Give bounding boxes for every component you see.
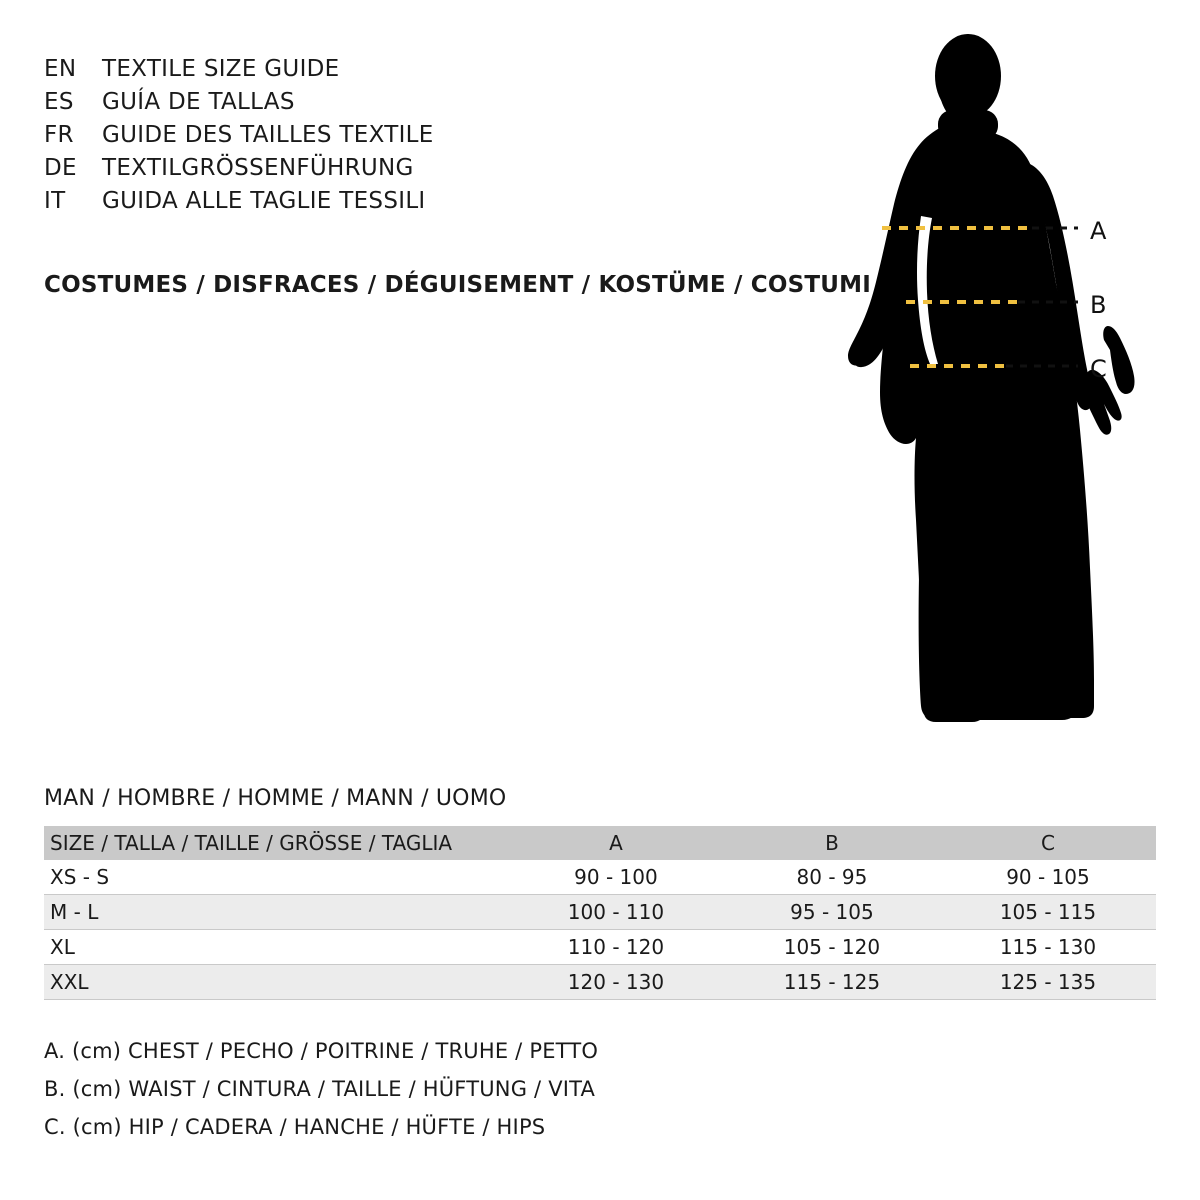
cell-a: 100 - 110	[508, 895, 724, 930]
language-code-en: EN	[44, 56, 77, 82]
table-row	[44, 930, 1156, 965]
language-code-es: ES	[44, 89, 74, 115]
marker-label-a: A	[1090, 217, 1107, 245]
legend-row-a: A. (cm) CHEST / PECHO / POITRINE / TRUHE / PETTO	[44, 1039, 599, 1063]
body-figure	[820, 20, 1180, 750]
language-row-es	[44, 89, 844, 122]
cell-a: 110 - 120	[508, 930, 724, 965]
cell-size: XS - S	[44, 860, 508, 895]
column-header-a: A	[609, 831, 623, 855]
cell-c: 125 - 135	[940, 965, 1156, 1000]
marker-label-b: B	[1090, 291, 1107, 319]
language-label-it: GUIDA ALLE TAGLIE TESSILI	[102, 188, 426, 214]
category-line: COSTUMES / DISFRACES / DÉGUISEMENT / KOSTÜME / COSTUMI	[44, 272, 871, 298]
table-row	[44, 895, 1156, 930]
legend-row-b: B. (cm) WAIST / CINTURA / TAILLE / HÜFTUNG / VITA	[44, 1077, 596, 1101]
language-code-fr: FR	[44, 122, 74, 148]
table-title: MAN / HOMBRE / HOMME / MANN / UOMO	[44, 786, 507, 811]
language-code-it: IT	[44, 188, 66, 214]
language-code-de: DE	[44, 155, 77, 181]
cell-a: 120 - 130	[508, 965, 724, 1000]
language-label-de: TEXTILGRÖSSENFÜHRUNG	[102, 155, 414, 181]
column-header-b: B	[825, 831, 839, 855]
cell-c: 105 - 115	[940, 895, 1156, 930]
cell-c: 115 - 130	[940, 930, 1156, 965]
column-header-c: C	[1040, 831, 1055, 855]
language-row-fr	[44, 122, 844, 155]
cell-b: 80 - 95	[724, 860, 940, 895]
cell-b: 105 - 120	[724, 930, 940, 965]
cell-b: 95 - 105	[724, 895, 940, 930]
language-label-es: GUÍA DE TALLAS	[102, 89, 295, 115]
column-header-size: SIZE / TALLA / TAILLE / GRÖSSE / TAGLIA	[50, 831, 453, 855]
language-row-it	[44, 188, 844, 221]
size-table	[44, 826, 1156, 1000]
table-row	[44, 860, 1156, 895]
cell-size: XL	[44, 930, 508, 965]
language-row-en	[44, 56, 844, 89]
cell-a: 90 - 100	[508, 860, 724, 895]
table-header-row	[44, 826, 1156, 860]
cell-b: 115 - 125	[724, 965, 940, 1000]
measurement-legend	[44, 1032, 598, 1146]
language-label-en: TEXTILE SIZE GUIDE	[102, 56, 340, 82]
legend-row-c: C. (cm) HIP / CADERA / HANCHE / HÜFTE / HIPS	[44, 1115, 546, 1139]
table-row	[44, 965, 1156, 1000]
cell-size: XXL	[44, 965, 508, 1000]
cell-size: M - L	[44, 895, 508, 930]
cell-c: 90 - 105	[940, 860, 1156, 895]
language-list	[44, 56, 844, 221]
male-silhouette-icon	[820, 20, 1180, 750]
language-label-fr: GUIDE DES TAILLES TEXTILE	[102, 122, 434, 148]
marker-label-c: C	[1090, 355, 1107, 383]
language-row-de	[44, 155, 844, 188]
